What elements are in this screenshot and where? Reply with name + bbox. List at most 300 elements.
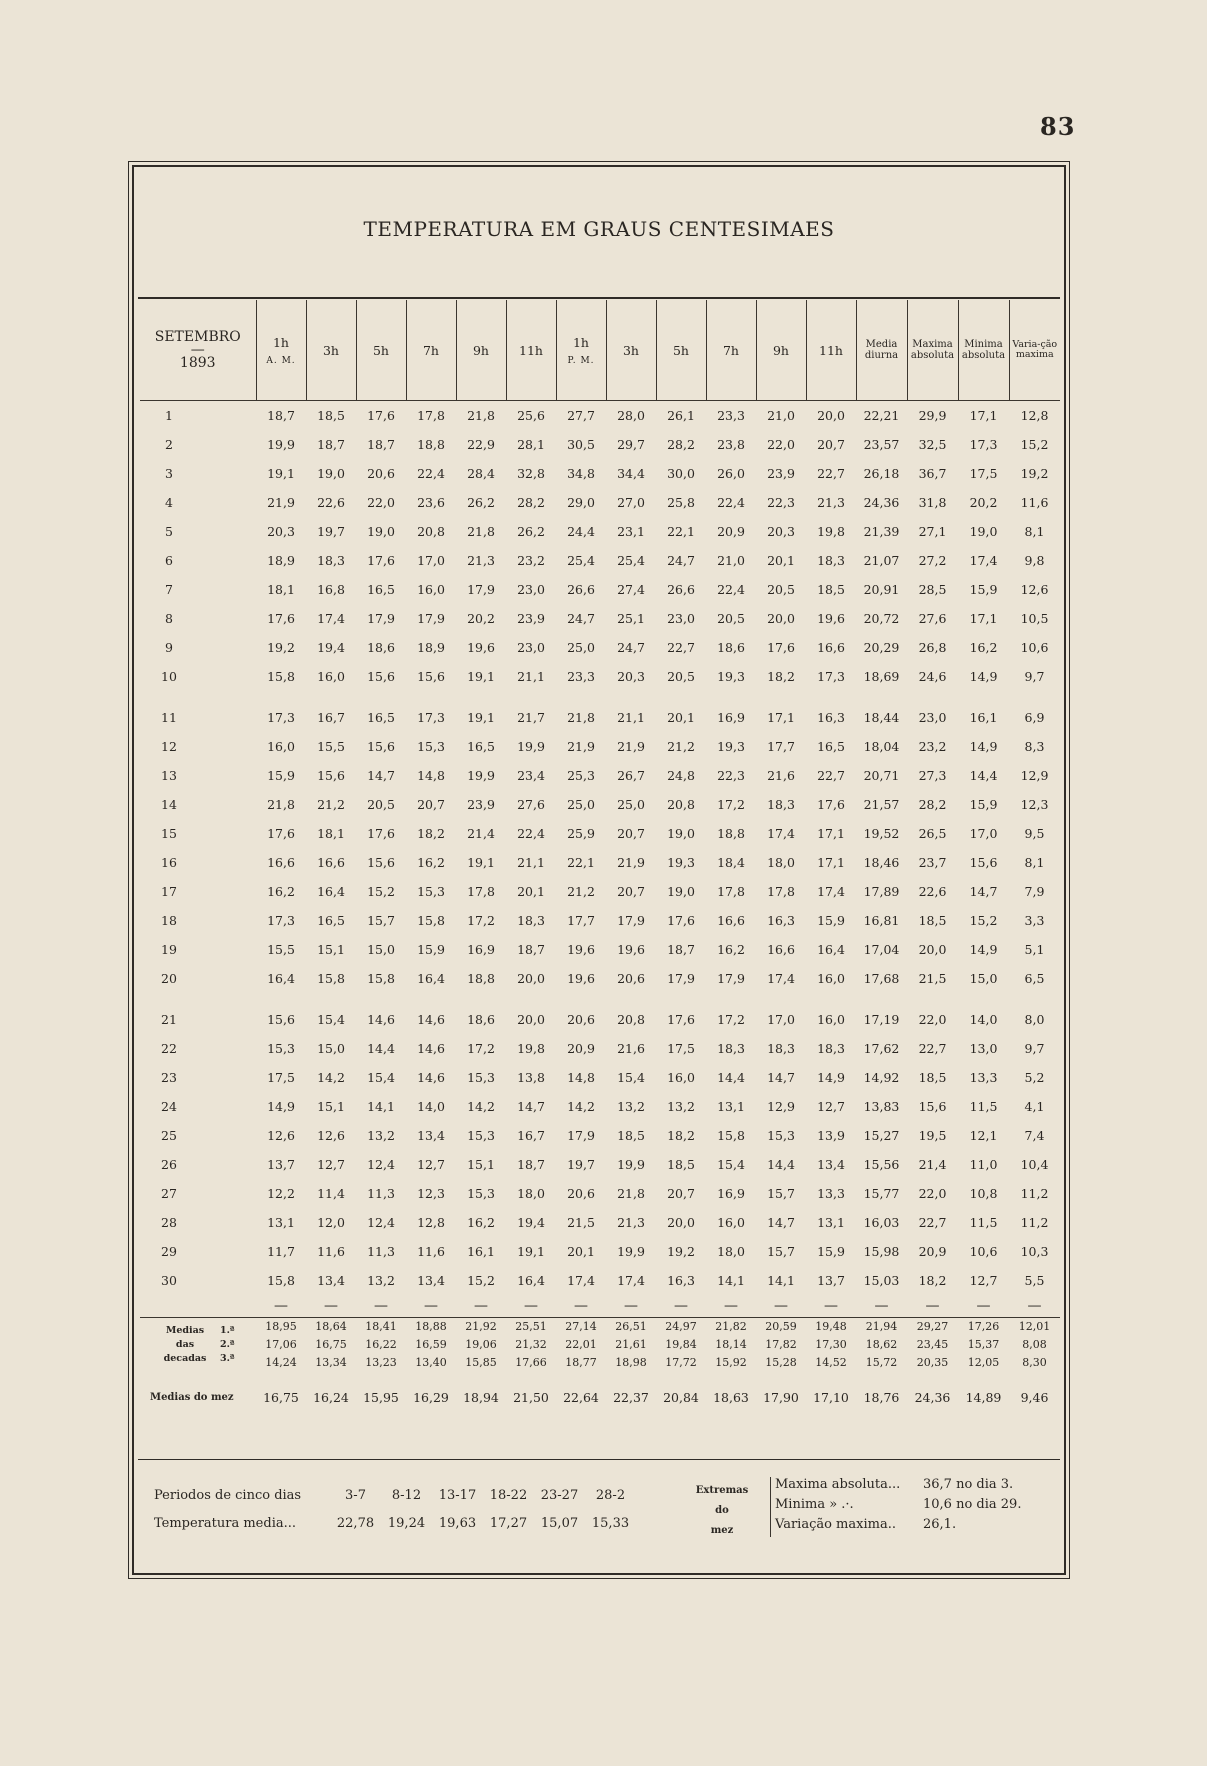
day-number: 23 <box>161 1070 177 1085</box>
temperature-cell: 20,8 <box>617 1012 645 1027</box>
temperature-cell: 20,3 <box>617 669 645 684</box>
temperature-cell: 31,8 <box>918 495 947 510</box>
temperature-cell: 17,2 <box>467 1041 495 1056</box>
temperature-cell: 20,1 <box>767 553 795 568</box>
temperature-cell: 34,8 <box>567 466 595 481</box>
temperature-cell: 16,5 <box>317 913 345 928</box>
temperature-cell: 17,5 <box>969 466 998 481</box>
temperature-cell: 20,9 <box>918 1244 947 1259</box>
table-row <box>140 633 1060 662</box>
table-row <box>140 488 1060 517</box>
temperature-cell: 20,7 <box>617 826 645 841</box>
temperature-cell: 18,04 <box>863 739 900 754</box>
temperature-cell: 23,0 <box>517 640 545 655</box>
temperature-media-label: Temperatura media... <box>154 1516 297 1531</box>
temperature-cell: 8,1 <box>1024 524 1045 539</box>
day-number: 27 <box>161 1186 177 1201</box>
temperature-cell: 16,5 <box>817 739 845 754</box>
table-header-row <box>140 300 1060 401</box>
day-number: 14 <box>161 797 177 812</box>
temperature-cell: 26,5 <box>918 826 947 841</box>
temperature-cell: 28,0 <box>617 408 645 423</box>
temperature-cell: 15,7 <box>767 1244 795 1259</box>
temperature-cell: 9,7 <box>1024 1041 1045 1056</box>
day-number: 24 <box>161 1099 177 1114</box>
temperature-cell: 12,7 <box>317 1157 345 1172</box>
day-number: 7 <box>165 582 173 597</box>
table-row <box>140 848 1060 877</box>
temperature-cell: 14,92 <box>863 1070 900 1085</box>
temperature-cell: 15,1 <box>317 1099 345 1114</box>
temperature-cell: 17,4 <box>969 553 998 568</box>
temperature-cell: 14,1 <box>717 1273 745 1288</box>
decade-mean-cell: 15,28 <box>765 1356 797 1369</box>
temperature-cell: 17,6 <box>817 797 845 812</box>
temperature-cell: 22,3 <box>767 495 795 510</box>
table-row <box>140 1208 1060 1237</box>
temperature-cell: 14,4 <box>717 1070 745 1085</box>
temperature-cell: 22,21 <box>863 408 900 423</box>
temperature-cell: 25,9 <box>567 826 595 841</box>
decade-mean-cell: 14,24 <box>265 1356 297 1369</box>
month-mean-cell: 15,95 <box>363 1389 399 1405</box>
temperature-cell: 27,1 <box>918 524 947 539</box>
dash-cell: — <box>774 1298 788 1314</box>
temperature-cell: 23,3 <box>567 669 595 684</box>
temperature-cell: 20,0 <box>517 971 545 986</box>
hour-label: 11h <box>519 342 543 358</box>
temperature-cell: 21,07 <box>863 553 900 568</box>
temperature-cell: 18,3 <box>717 1041 745 1056</box>
temperature-cell: 25,3 <box>567 768 595 783</box>
month-mean-label: Medias do mez <box>150 1391 234 1403</box>
temperature-cell: 17,62 <box>863 1041 900 1056</box>
period-temperature: 22,78 <box>336 1516 375 1531</box>
temperature-cell: 16,7 <box>317 710 345 725</box>
temperature-cell: 6,5 <box>1024 971 1045 986</box>
temperature-cell: 15,1 <box>467 1157 495 1172</box>
temperature-cell: 20,9 <box>717 524 745 539</box>
temperature-cell: 12,6 <box>267 1128 295 1143</box>
temperature-cell: 10,4 <box>1020 1157 1049 1172</box>
temperature-cell: 16,9 <box>467 942 495 957</box>
day-number: 15 <box>161 826 177 841</box>
temperature-cell: 16,3 <box>767 913 795 928</box>
hour-header <box>406 300 456 401</box>
hour-label: 5h <box>672 342 689 358</box>
am-label: A. M. <box>266 355 296 366</box>
temperature-cell: 17,3 <box>267 710 295 725</box>
temperature-cell: 17,04 <box>863 942 900 957</box>
temperature-cell: 24,7 <box>567 611 595 626</box>
temperature-cell: 19,0 <box>667 826 695 841</box>
decade-mean-cell: 16,75 <box>315 1338 347 1351</box>
period-range: 13-17 <box>438 1488 477 1503</box>
day-number: 9 <box>165 640 173 655</box>
temperature-cell: 19,5 <box>918 1128 947 1143</box>
temperature-cell: 14,7 <box>767 1215 795 1230</box>
day-number: 29 <box>161 1244 177 1259</box>
temperature-cell: 26,2 <box>517 524 545 539</box>
temperature-cell: 13,83 <box>863 1099 900 1114</box>
temperature-cell: 16,4 <box>267 971 295 986</box>
table-row <box>140 1237 1060 1266</box>
temperature-cell: 13,2 <box>617 1099 645 1114</box>
temperature-cell: 20,6 <box>617 971 645 986</box>
decade-mean-cell: 16,22 <box>365 1338 397 1351</box>
decade-mean-cell: 14,52 <box>815 1356 847 1369</box>
temperature-cell: 23,7 <box>918 855 947 870</box>
temperature-cell: 14,9 <box>969 942 998 957</box>
dash-cell: — <box>474 1298 488 1314</box>
temperature-cell: 16,0 <box>667 1070 695 1085</box>
temperature-cell: 21,3 <box>817 495 845 510</box>
temperature-cell: 17,19 <box>863 1012 900 1027</box>
dash-cell: — <box>874 1298 889 1314</box>
hour-label: 7h <box>422 342 439 358</box>
temperature-cell: 25,0 <box>617 797 645 812</box>
decade-mean-cell: 18,88 <box>406 1318 456 1337</box>
temperature-cell: 15,3 <box>417 884 445 899</box>
temperature-cell: 18,3 <box>767 797 795 812</box>
table-row <box>140 1034 1060 1063</box>
dash-cell: — <box>976 1298 991 1314</box>
temperature-cell: 11,0 <box>969 1157 998 1172</box>
temperature-cell: 16,4 <box>417 971 445 986</box>
temperature-cell: 14,9 <box>817 1070 845 1085</box>
temperature-cell: 21,9 <box>567 739 595 754</box>
temperature-cell: 11,2 <box>1020 1215 1049 1230</box>
temperature-cell: 20,7 <box>417 797 445 812</box>
temperature-cell: 22,7 <box>918 1215 947 1230</box>
temperature-cell: 20,5 <box>767 582 795 597</box>
temperature-cell: 18,9 <box>417 640 445 655</box>
temperature-cell: 21,5 <box>567 1215 595 1230</box>
temperature-cell: 19,3 <box>717 669 745 684</box>
decade-mean-cell: 26,51 <box>606 1318 656 1337</box>
temperature-cell: 18,0 <box>717 1244 745 1259</box>
temperature-cell: 21,3 <box>617 1215 645 1230</box>
temperature-cell: 21,1 <box>617 710 645 725</box>
temperature-cell: 17,6 <box>267 826 295 841</box>
gap-cell <box>140 691 1060 703</box>
temperature-cell: 18,5 <box>617 1128 645 1143</box>
temperature-cell: 14,6 <box>417 1041 445 1056</box>
temperature-cell: 15,8 <box>267 1273 295 1288</box>
temperature-cell: 14,8 <box>417 768 445 783</box>
periods-row <box>154 1482 636 1510</box>
temperature-cell: 12,7 <box>969 1273 998 1288</box>
dash-cell: — <box>824 1298 838 1314</box>
dash-cell: — <box>324 1298 338 1314</box>
temperature-cell: 15,8 <box>317 971 345 986</box>
temperature-cell: 16,0 <box>317 669 345 684</box>
day-number: 25 <box>161 1128 177 1143</box>
temperature-cell: 14,4 <box>767 1157 795 1172</box>
temperature-cell: 18,8 <box>467 971 495 986</box>
temperature-cell: 15,6 <box>367 855 395 870</box>
temperature-cell: 23,9 <box>517 611 545 626</box>
extremas-key: Minima » .·. <box>775 1497 854 1512</box>
extremas-label <box>682 1481 762 1541</box>
temperature-cell: 20,1 <box>567 1244 595 1259</box>
temperature-cell: 18,7 <box>267 408 295 423</box>
temperature-cell: 17,3 <box>969 437 998 452</box>
page-number: 83 <box>1040 112 1076 141</box>
temperature-cell: 16,1 <box>969 710 998 725</box>
temperature-cell: 11,4 <box>317 1186 345 1201</box>
temperature-cell: 15,27 <box>863 1128 900 1143</box>
temperature-cell: 20,3 <box>267 524 295 539</box>
temperature-cell: 19,3 <box>667 855 695 870</box>
decade-mean-cell: 13,40 <box>415 1356 447 1369</box>
temperature-cell: 26,18 <box>863 466 900 481</box>
temperature-cell: 15,2 <box>467 1273 495 1288</box>
temperature-cell: 18,0 <box>517 1186 545 1201</box>
temperature-cell: 19,3 <box>717 739 745 754</box>
temperature-cell: 19,2 <box>667 1244 695 1259</box>
day-number: 6 <box>165 553 173 568</box>
period-range: 8-12 <box>391 1488 422 1503</box>
temperature-cell: 22,0 <box>367 495 395 510</box>
month-dash: — <box>190 342 205 358</box>
temperature-cell: 13,7 <box>817 1273 845 1288</box>
temperature-cell: 16,0 <box>817 1012 845 1027</box>
temperature-cell: 17,4 <box>617 1273 645 1288</box>
temperature-cell: 15,98 <box>863 1244 900 1259</box>
temperature-cell: 22,4 <box>717 495 745 510</box>
temperature-cell: 22,7 <box>817 466 845 481</box>
extremas-row <box>775 1517 1035 1537</box>
temperature-cell: 18,44 <box>863 710 900 725</box>
temperature-cell: 21,8 <box>467 408 495 423</box>
temperature-cell: 23,9 <box>467 797 495 812</box>
temperature-cell: 19,9 <box>617 1157 645 1172</box>
temperature-cell: 25,1 <box>617 611 645 626</box>
period-range: 23-27 <box>540 1488 579 1503</box>
table-row <box>140 662 1060 691</box>
temperature-cell: 20,29 <box>863 640 900 655</box>
decade-mean-cell: 21,61 <box>615 1338 647 1351</box>
temperature-cell: 19,0 <box>667 884 695 899</box>
temperature-cell: 15,4 <box>317 1012 345 1027</box>
temperature-cell: 12,9 <box>1020 768 1049 783</box>
temperature-cell: 16,81 <box>863 913 900 928</box>
table-row <box>140 1092 1060 1121</box>
temperature-cell: 15,6 <box>367 739 395 754</box>
table-row <box>140 819 1060 848</box>
temperature-cell: 27,3 <box>918 768 947 783</box>
day-number: 4 <box>165 495 173 510</box>
temperature-cell: 14,0 <box>417 1099 445 1114</box>
temperature-cell: 20,0 <box>667 1215 695 1230</box>
hour-header <box>706 300 756 401</box>
temperature-cell: 23,1 <box>617 524 645 539</box>
temperature-cell: 14,9 <box>969 669 998 684</box>
temperature-cell: 20,71 <box>863 768 900 783</box>
temperature-cell: 20,5 <box>667 669 695 684</box>
temperature-cell: 17,9 <box>617 913 645 928</box>
temperature-cell: 18,3 <box>317 553 345 568</box>
temperature-cell: 20,2 <box>969 495 998 510</box>
temperature-cell: 5,5 <box>1024 1273 1045 1288</box>
temperature-cell: 22,0 <box>918 1186 947 1201</box>
temperature-cell: 15,0 <box>317 1041 345 1056</box>
temperature-cell: 17,8 <box>417 408 445 423</box>
temperature-cell: 27,7 <box>567 408 595 423</box>
day-number: 12 <box>161 739 177 754</box>
temperature-cell: 17,4 <box>567 1273 595 1288</box>
temperature-cell: 17,8 <box>467 884 495 899</box>
temperature-cell: 17,9 <box>567 1128 595 1143</box>
temperature-cell: 19,6 <box>567 942 595 957</box>
temperature-cell: 14,7 <box>969 884 998 899</box>
decade-mean-row <box>140 1318 1060 1337</box>
extremas-row <box>775 1497 1035 1517</box>
decade-mean-cell: 22,01 <box>565 1338 597 1351</box>
extremas-value: 36,7 no dia 3. <box>923 1477 1014 1492</box>
temperature-cell: 19,52 <box>863 826 900 841</box>
temperature-cell: 16,0 <box>267 739 295 754</box>
extremas-rows <box>770 1477 1035 1537</box>
temperature-cell: 14,1 <box>367 1099 395 1114</box>
decade-mean-cell: 18,62 <box>865 1338 898 1351</box>
temperature-cell: 22,3 <box>717 768 745 783</box>
temperature-cell: 17,8 <box>717 884 745 899</box>
temperature-cell: 14,0 <box>969 1012 998 1027</box>
temperature-cell: 17,2 <box>717 797 745 812</box>
gap-cell <box>140 993 1060 1005</box>
temperature-cell: 21,0 <box>717 553 745 568</box>
temperature-cell: 19,7 <box>317 524 345 539</box>
temperature-cell: 13,9 <box>817 1128 845 1143</box>
month-mean-cell: 17,10 <box>813 1389 849 1405</box>
temperature-cell: 20,72 <box>863 611 900 626</box>
temperature-cell: 32,8 <box>517 466 545 481</box>
temperature-cell: 13,7 <box>267 1157 295 1172</box>
temperature-cell: 29,7 <box>617 437 645 452</box>
temperature-cell: 15,6 <box>317 768 345 783</box>
temperature-cell: 17,1 <box>817 855 845 870</box>
temperature-cell: 34,4 <box>617 466 645 481</box>
temperature-cell: 30,0 <box>667 466 695 481</box>
temperature-cell: 15,6 <box>918 1099 947 1114</box>
periods-block <box>154 1482 636 1538</box>
temperature-cell: 20,3 <box>767 524 795 539</box>
temperature-cell: 21,0 <box>767 408 795 423</box>
temperature-cell: 23,57 <box>863 437 900 452</box>
temperature-cell: 19,9 <box>267 437 295 452</box>
temperature-cell: 15,3 <box>767 1128 795 1143</box>
temperature-cell: 20,2 <box>467 611 495 626</box>
temperature-cell: 11,3 <box>367 1186 395 1201</box>
decade-mean-cell: 27,14 <box>556 1318 606 1337</box>
day-number: 22 <box>161 1041 177 1056</box>
temperature-cell: 17,6 <box>367 826 395 841</box>
temperature-cell: 18,7 <box>667 942 695 957</box>
temperature-cell: 29,0 <box>567 495 595 510</box>
temperature-cell: 18,7 <box>367 437 395 452</box>
temperature-cell: 16,6 <box>717 913 745 928</box>
medias-label-line: das <box>175 1339 195 1350</box>
decade-mean-cell: 17,82 <box>765 1338 797 1351</box>
temperature-cell: 15,9 <box>817 1244 845 1259</box>
temperature-cell: 16,6 <box>767 942 795 957</box>
temperature-cell: 18,3 <box>817 1041 845 1056</box>
temperature-cell: 7,4 <box>1024 1128 1045 1143</box>
temperature-cell: 16,9 <box>717 710 745 725</box>
temperature-cell: 12,3 <box>1020 797 1049 812</box>
temperature-media-row <box>154 1510 636 1538</box>
temperature-cell: 17,0 <box>767 1012 795 1027</box>
temperature-cell: 23,8 <box>717 437 745 452</box>
decade-ordinal: 2.ª <box>220 1339 235 1350</box>
decade-mean-cell: 21,32 <box>515 1338 547 1351</box>
day-number: 18 <box>161 913 177 928</box>
dash-row <box>140 1295 1060 1318</box>
extremas-label-line: Extremas <box>695 1485 749 1496</box>
temperature-cell: 15,6 <box>267 1012 295 1027</box>
temperature-cell: 18,0 <box>767 855 795 870</box>
decade-mean-cell: 17,66 <box>515 1356 547 1369</box>
table-frame <box>132 165 1066 1575</box>
temperature-cell: 5,1 <box>1024 942 1045 957</box>
month-mean-cell: 16,24 <box>313 1389 349 1405</box>
day-number: 1 <box>165 408 173 423</box>
dash-cell: — <box>524 1298 538 1314</box>
temperature-cell: 20,5 <box>367 797 395 812</box>
temperature-cell: 22,4 <box>517 826 545 841</box>
temperature-cell: 16,2 <box>717 942 745 957</box>
temperature-cell: 17,5 <box>667 1041 695 1056</box>
temperature-cell: 23,3 <box>717 408 745 423</box>
title-rule <box>138 297 1060 299</box>
temperature-cell: 15,2 <box>1020 437 1049 452</box>
temperature-cell: 10,8 <box>969 1186 998 1201</box>
dash-cell: — <box>925 1298 940 1314</box>
temperature-cell: 3,3 <box>1024 913 1045 928</box>
temperature-cell: 19,2 <box>267 640 295 655</box>
hour-label: 11h <box>819 342 843 358</box>
temperature-cell: 18,9 <box>267 553 295 568</box>
maxima-absoluta-header: Maxima absoluta <box>907 300 958 401</box>
decade-gap <box>140 993 1060 1005</box>
temperature-cell: 17,5 <box>267 1070 295 1085</box>
table-row <box>140 546 1060 575</box>
temperature-cell: 15,6 <box>367 669 395 684</box>
temperature-cell: 21,2 <box>317 797 345 812</box>
temperature-cell: 20,0 <box>767 611 795 626</box>
table-row <box>140 430 1060 459</box>
day-number: 5 <box>165 524 173 539</box>
temperature-cell: 17,7 <box>567 913 595 928</box>
month-label: SETEMBRO <box>154 329 241 345</box>
temperature-cell: 11,6 <box>1020 495 1049 510</box>
temperature-cell: 22,7 <box>817 768 845 783</box>
temperature-cell: 12,9 <box>767 1099 795 1114</box>
temperature-cell: 17,2 <box>467 913 495 928</box>
temperature-cell: 17,7 <box>767 739 795 754</box>
extremas-label-line: do <box>715 1505 729 1516</box>
temperature-cell: 21,8 <box>617 1186 645 1201</box>
temperature-cell: 19,4 <box>317 640 345 655</box>
temperature-cell: 15,0 <box>969 971 998 986</box>
decade-mean-cell: 15,85 <box>465 1356 497 1369</box>
temperature-cell: 16,9 <box>717 1186 745 1201</box>
decade-mean-cell: 15,72 <box>865 1356 898 1369</box>
temperature-cell: 19,8 <box>817 524 845 539</box>
temperature-cell: 19,1 <box>467 855 495 870</box>
